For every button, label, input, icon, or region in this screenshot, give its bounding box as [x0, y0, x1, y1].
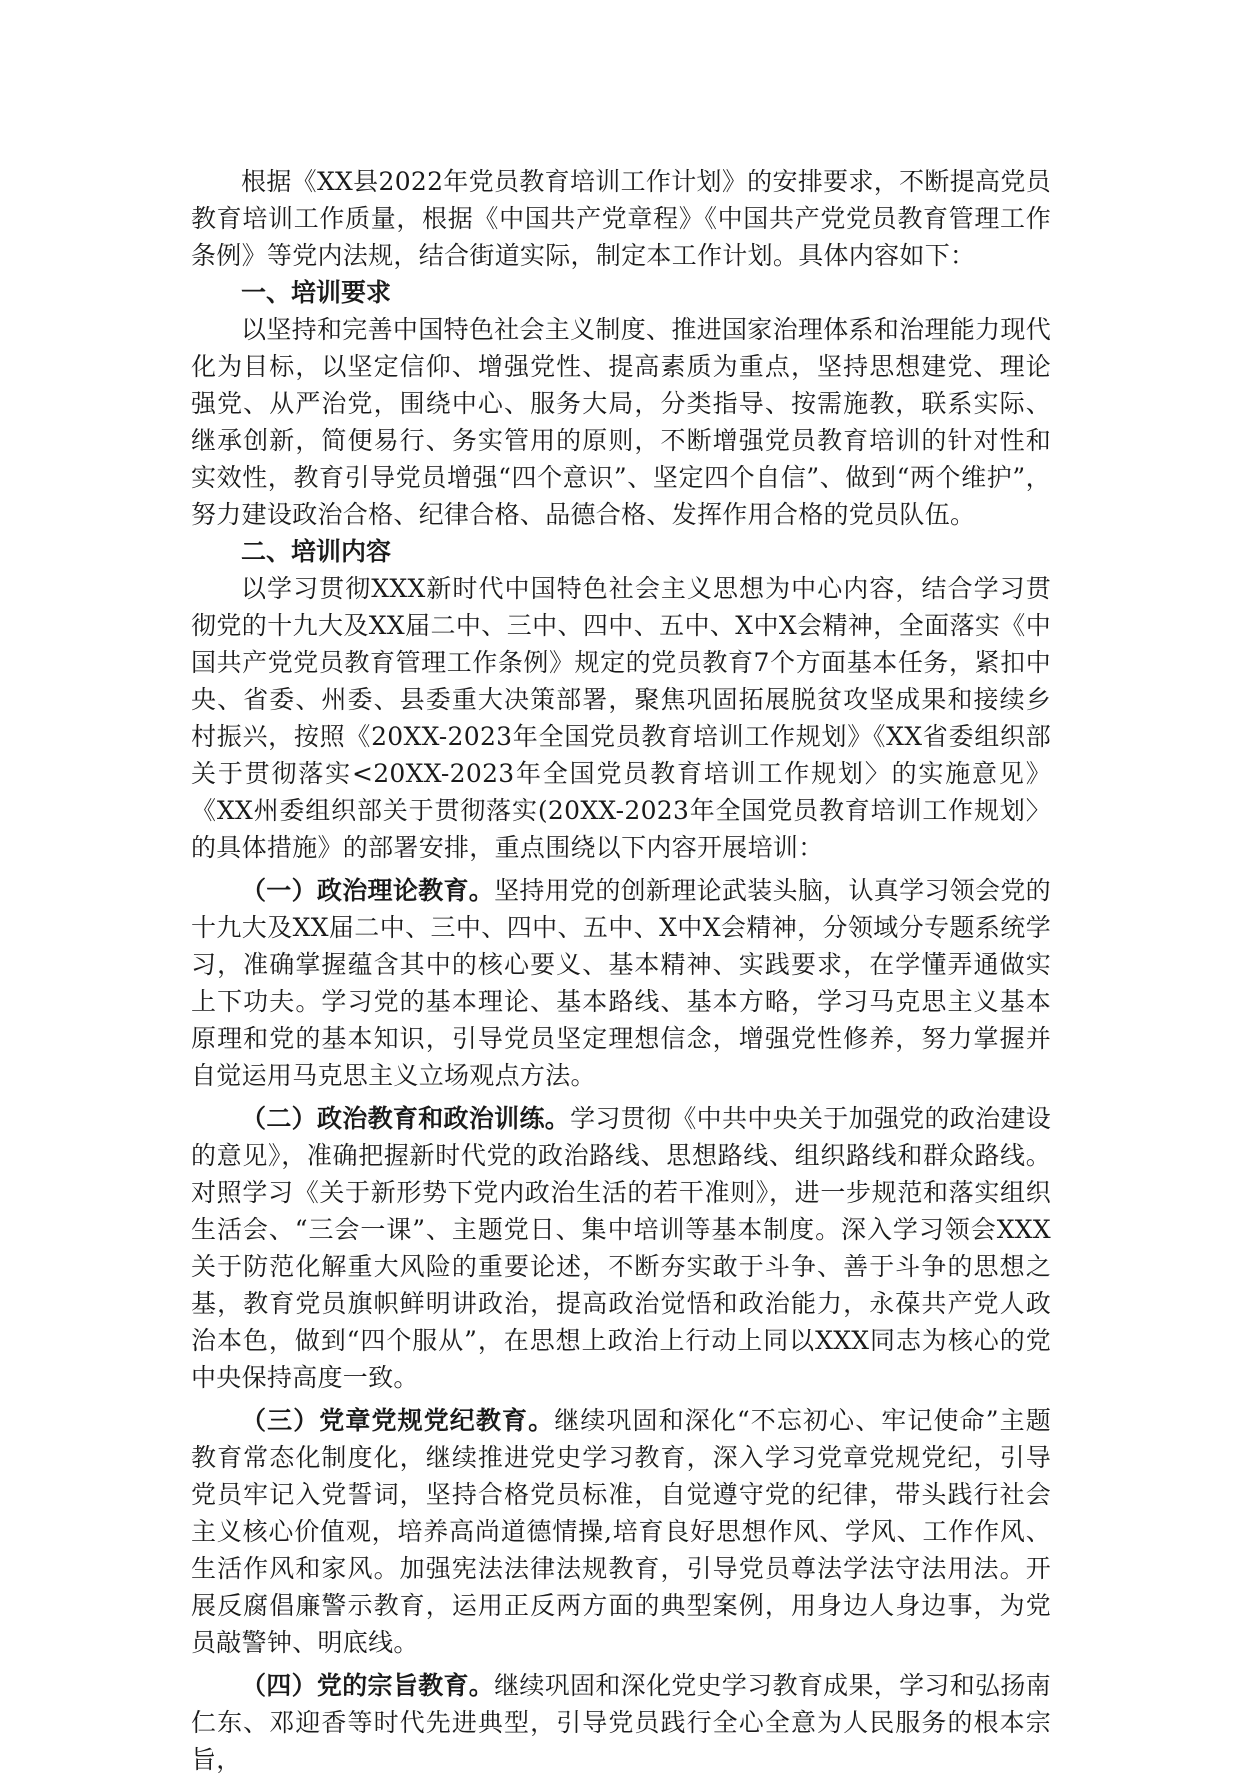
intro-paragraph: 根据《XX县2022年党员教育培训工作计划》的安排要求，不断提高党员教育培训工作质量，根据《中国共产党章程》《中国共产党党员教育管理工作条例》等党内法规，结合街道实际，制定本工作计划。具体内容如下：	[191, 167, 1051, 270]
item-text: 学习贯彻《中共中央关于加强党的政治建设的意见》，准确把握新时代党的政治路线、思想路线、组织路线和群众路线。对照学习《关于新形势下党内政治生活的若干准则》，进一步规范和落实组织生活会、“三会一课”、主题党日、集中培训等基本制度。深入学习领会XXX关于防范化解重大风险的重要论述，不断夯实敢于斗争、善于斗争的思想之基，教育党员旗帜鲜明讲政治，提高政治觉悟和政治能力，永葆共产党人政治本色，做到“四个服从”，在思想上政治上行动上同以XXX同志为核心的党中央保持高度一致。	[191, 1104, 1052, 1392]
section-body-training-requirements: 以坚持和完善中国特色社会主义制度、推进国家治理体系和治理能力现代化为目标，以坚定信仰、增强党性、提高素质为重点，坚持思想建党、理论强党、从严治党，围绕中心、服务大局，分类指导、按需施教，联系实际、继承创新，简便易行、务实管用的原则，不断增强党员教育培训的针对性和实效性，教育引导党员增强“四个意识”、坚定四个自信”、做到“两个维护”，努力建设政治合格、纪律合格、品德合格、发挥作用合格的党员队伍。	[191, 315, 1051, 529]
section-heading-training-content: 二、培训内容	[241, 537, 392, 566]
document-body	[191, 163, 1051, 1778]
item-paragraph-political-theory	[191, 872, 1051, 1094]
item-paragraph-party-purpose	[191, 1667, 1051, 1778]
item-lead: （一）政治理论教育。	[241, 876, 495, 905]
section-body-training-content: 以学习贯彻XXX新时代中国特色社会主义思想为中心内容，结合学习贯彻党的十九大及XX届二中、三中、四中、五中、X中X会精神，全面落实《中国共产党党员教育管理工作条例》规定的党员教育7个方面基本任务，紧扣中央、省委、州委、县委重大决策部署，聚焦巩固拓展脱贫攻坚成果和接续乡村振兴，按照《20XX-2023年全国党员教育培训工作规划》《XX省委组织部关于贯彻落实<20XX-2023年全国党员教育培训工作规划〉的实施意见》《XX州委组织部关于贯彻落实(20XX-2023年全国党员教育培训工作规划〉的具体措施》的部署安排，重点围绕以下内容开展培训：	[191, 574, 1051, 862]
item-lead: （四）党的宗旨教育。	[241, 1671, 495, 1700]
item-lead: （二）政治教育和政治训练。	[241, 1104, 571, 1133]
section-heading-training-requirements: 一、培训要求	[241, 278, 392, 307]
item-text: 继续巩固和深化“不忘初心、牢记使命”主题教育常态化制度化，继续推进党史学习教育，深入学习党章党规党纪，引导党员牢记入党誓词，坚持合格党员标准，自觉遵守党的纪律，带头践行社会主义核心价值观，培养高尚道德情操,培育良好思想作风、学风、工作作风、生活作风和家风。加强宪法法律法规教育，引导党员尊法学法守法用法。开展反腐倡廉警示教育，运用正反两方面的典型案例，用身边人身边事，为党员敲警钟、明底线。	[191, 1406, 1051, 1657]
item-lead: （三）党章党规党纪教育。	[241, 1406, 555, 1435]
item-text: 继续巩固和深化党史学习教育成果，学习和弘扬南仁东、邓迎香等时代先进典型，引导党员践行全心全意为人民服务的根本宗旨，	[191, 1671, 1051, 1774]
item-paragraph-political-training	[191, 1100, 1051, 1396]
item-text: 坚持用党的创新理论武装头脑，认真学习领会党的十九大及XX届二中、三中、四中、五中、X中X会精神，分领域分专题系统学习，准确掌握蕴含其中的核心要义、基本精神、实践要求，在学懂弄通做实上下功夫。学习党的基本理论、基本路线、基本方略，学习马克思主义基本原理和党的基本知识，引导党员坚定理想信念，增强党性修养，努力掌握并自觉运用马克思主义立场观点方法。	[191, 876, 1051, 1090]
item-paragraph-party-rules	[191, 1402, 1051, 1661]
